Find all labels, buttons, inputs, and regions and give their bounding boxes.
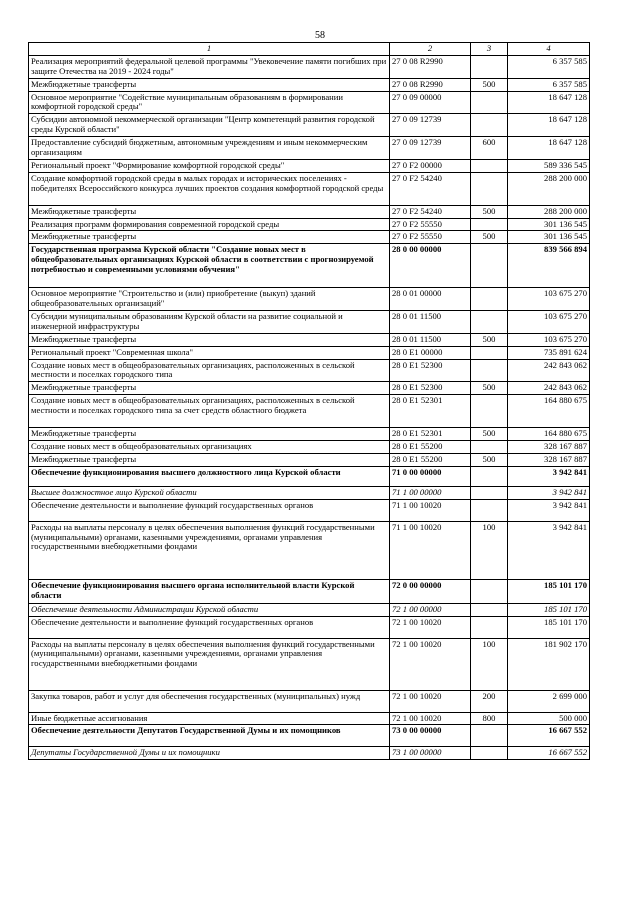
row-amount: 18 647 128 xyxy=(508,91,590,114)
table-row xyxy=(29,616,590,638)
table-row xyxy=(29,382,590,395)
row-amount: 839 566 894 xyxy=(508,244,590,288)
row-amount: 301 136 545 xyxy=(508,218,590,231)
row-code: 27 0 09 00000 xyxy=(390,91,471,114)
row-name: Региональный проект "Современная школа" xyxy=(29,346,390,359)
row-type: 600 xyxy=(471,137,508,160)
row-name: Межбюджетные трансферты xyxy=(29,428,390,441)
row-name: Государственная программа Курской области "Создание новых мест в общеобразовательных организациях Курской области в соответствии с прогнозируемой потребностью и современными условиями обучения" xyxy=(29,244,390,288)
row-name: Основное мероприятие "Строительство и (или) приобретение (выкуп) зданий общеобразовательных организаций" xyxy=(29,288,390,311)
row-name: Обеспечение функционирования высшего органа исполнительной власти Курской области xyxy=(29,579,390,603)
row-name: Расходы на выплаты персоналу в целях обеспечения выполнения функций государственными (муниципальными) органами, казенными учреждениями, органами управления государственными внебюджетными фондами xyxy=(29,521,390,579)
row-type xyxy=(471,359,508,382)
row-type xyxy=(471,244,508,288)
table-row xyxy=(29,690,590,712)
table-row xyxy=(29,486,590,499)
row-type xyxy=(471,441,508,454)
row-name: Иные бюджетные ассигнования xyxy=(29,712,390,725)
row-code: 72 1 00 10020 xyxy=(390,690,471,712)
row-type xyxy=(471,172,508,205)
row-name: Субсидии муниципальным образованиям Курской области на развитие социальной и инженерной инфраструктуры xyxy=(29,311,390,334)
row-type xyxy=(471,616,508,638)
row-name: Межбюджетные трансферты xyxy=(29,231,390,244)
table-row xyxy=(29,428,590,441)
row-amount: 288 200 000 xyxy=(508,205,590,218)
row-code: 27 0 09 12739 xyxy=(390,114,471,137)
row-code: 71 0 00 00000 xyxy=(390,466,471,486)
row-type: 500 xyxy=(471,453,508,466)
table-row xyxy=(29,638,590,690)
row-name: Обеспечение деятельности и выполнение функций государственных органов xyxy=(29,499,390,521)
row-code: 71 1 00 10020 xyxy=(390,521,471,579)
page-number: 58 xyxy=(315,30,325,41)
row-code: 28 0 01 11500 xyxy=(390,311,471,334)
table-row xyxy=(29,395,590,428)
table-row xyxy=(29,244,590,288)
row-type xyxy=(471,288,508,311)
row-type xyxy=(471,159,508,172)
header-col-2: 2 xyxy=(390,43,471,56)
row-type xyxy=(471,218,508,231)
row-type: 500 xyxy=(471,205,508,218)
row-amount: 164 880 675 xyxy=(508,428,590,441)
table-row xyxy=(29,78,590,91)
table-row xyxy=(29,311,590,334)
row-amount: 328 167 887 xyxy=(508,441,590,454)
row-code: 27 0 F2 00000 xyxy=(390,159,471,172)
row-code: 71 1 00 00000 xyxy=(390,486,471,499)
table-row xyxy=(29,114,590,137)
row-type xyxy=(471,725,508,747)
row-amount: 103 675 270 xyxy=(508,333,590,346)
row-type xyxy=(471,395,508,428)
table-header-row xyxy=(29,43,590,56)
row-code: 28 0 E1 52301 xyxy=(390,395,471,428)
row-code: 28 0 E1 52300 xyxy=(390,382,471,395)
table-row xyxy=(29,333,590,346)
table-row xyxy=(29,231,590,244)
row-name: Создание новых мест в общеобразовательных организациях, расположенных в сельской местности и поселках городского типа xyxy=(29,359,390,382)
row-amount: 3 942 841 xyxy=(508,486,590,499)
row-name: Предоставление субсидий бюджетным, автономным учреждениям и иным некоммерческим организациям xyxy=(29,137,390,160)
table-row xyxy=(29,205,590,218)
row-name: Обеспечение деятельности Администрации Курской области xyxy=(29,603,390,616)
row-name: Региональный проект "Формирование комфортной городской среды" xyxy=(29,159,390,172)
row-type xyxy=(471,346,508,359)
row-name: Обеспечение функционирования высшего должностного лица Курской области xyxy=(29,466,390,486)
row-type: 500 xyxy=(471,231,508,244)
row-amount: 185 101 170 xyxy=(508,603,590,616)
table-row xyxy=(29,172,590,205)
row-amount: 103 675 270 xyxy=(508,311,590,334)
row-name: Межбюджетные трансферты xyxy=(29,333,390,346)
row-amount: 2 699 000 xyxy=(508,690,590,712)
row-type xyxy=(471,466,508,486)
row-name: Межбюджетные трансферты xyxy=(29,78,390,91)
table-row xyxy=(29,346,590,359)
row-amount: 242 843 062 xyxy=(508,382,590,395)
row-type: 500 xyxy=(471,428,508,441)
row-code: 72 0 00 00000 xyxy=(390,579,471,603)
row-type: 800 xyxy=(471,712,508,725)
header-col-4: 4 xyxy=(508,43,590,56)
row-code: 72 1 00 10020 xyxy=(390,712,471,725)
row-code: 28 0 00 00000 xyxy=(390,244,471,288)
row-code: 27 0 08 R2990 xyxy=(390,55,471,78)
row-amount: 288 200 000 xyxy=(508,172,590,205)
row-name: Создание новых мест в общеобразовательных организациях xyxy=(29,441,390,454)
table-row xyxy=(29,359,590,382)
row-name: Расходы на выплаты персоналу в целях обеспечения выполнения функций государственными (муниципальными) органами, казенными учреждениями, органами управления государственными внебюджетными фондами xyxy=(29,638,390,690)
row-name: Создание комфортной городской среды в малых городах и исторических поселениях - победителях Всероссийского конкурса лучших проектов создания комфортной городской среды xyxy=(29,172,390,205)
table-row xyxy=(29,579,590,603)
row-amount: 735 891 624 xyxy=(508,346,590,359)
row-name: Субсидии автономной некоммерческой организации "Центр компетенций развития городской среды Курской области" xyxy=(29,114,390,137)
row-amount: 18 647 128 xyxy=(508,114,590,137)
table-row xyxy=(29,521,590,579)
row-name: Межбюджетные трансферты xyxy=(29,382,390,395)
row-amount: 181 902 170 xyxy=(508,638,590,690)
row-amount: 589 336 545 xyxy=(508,159,590,172)
row-amount: 16 667 552 xyxy=(508,747,590,760)
row-code: 72 1 00 00000 xyxy=(390,603,471,616)
row-amount: 3 942 841 xyxy=(508,466,590,486)
row-code: 28 0 E1 52301 xyxy=(390,428,471,441)
row-code: 72 1 00 10020 xyxy=(390,638,471,690)
row-name: Создание новых мест в общеобразовательных организациях, расположенных в сельской местности и поселках городского типа за счет средств областного бюджета xyxy=(29,395,390,428)
row-name: Реализация мероприятий федеральной целевой программы "Увековечение памяти погибших при защите Отечества на 2019 - 2024 годы" xyxy=(29,55,390,78)
row-amount: 328 167 887 xyxy=(508,453,590,466)
row-code: 28 0 E1 55200 xyxy=(390,453,471,466)
row-code: 73 1 00 00000 xyxy=(390,747,471,760)
row-name: Реализация программ формирования современной городской среды xyxy=(29,218,390,231)
row-type xyxy=(471,747,508,760)
row-name: Обеспечение деятельности и выполнение функций государственных органов xyxy=(29,616,390,638)
row-type: 100 xyxy=(471,521,508,579)
row-amount: 242 843 062 xyxy=(508,359,590,382)
row-type: 500 xyxy=(471,382,508,395)
row-amount: 3 942 841 xyxy=(508,521,590,579)
row-code: 73 0 00 00000 xyxy=(390,725,471,747)
row-code: 27 0 08 R2990 xyxy=(390,78,471,91)
table-row xyxy=(29,55,590,78)
row-type xyxy=(471,499,508,521)
row-type xyxy=(471,91,508,114)
table-row xyxy=(29,159,590,172)
row-type: 500 xyxy=(471,333,508,346)
row-type: 500 xyxy=(471,78,508,91)
row-code: 28 0 01 00000 xyxy=(390,288,471,311)
table-body xyxy=(29,55,590,759)
table-row xyxy=(29,466,590,486)
table-row xyxy=(29,747,590,760)
row-name: Межбюджетные трансферты xyxy=(29,205,390,218)
header-col-1: 1 xyxy=(29,43,390,56)
row-amount: 3 942 841 xyxy=(508,499,590,521)
row-code: 27 0 F2 54240 xyxy=(390,205,471,218)
row-name: Обеспечение деятельности Депутатов Государственной Думы и их помощников xyxy=(29,725,390,747)
row-amount: 185 101 170 xyxy=(508,616,590,638)
row-name: Межбюджетные трансферты xyxy=(29,453,390,466)
row-type xyxy=(471,55,508,78)
row-amount: 500 000 xyxy=(508,712,590,725)
row-amount: 6 357 585 xyxy=(508,55,590,78)
table-row xyxy=(29,218,590,231)
row-name: Закупка товаров, работ и услуг для обеспечения государственных (муниципальных) нужд xyxy=(29,690,390,712)
row-type: 200 xyxy=(471,690,508,712)
table-row xyxy=(29,603,590,616)
row-code: 27 0 F2 55550 xyxy=(390,218,471,231)
row-code: 27 0 09 12739 xyxy=(390,137,471,160)
row-code: 27 0 F2 54240 xyxy=(390,172,471,205)
table-row xyxy=(29,91,590,114)
row-name: Основное мероприятие "Содействие муниципальным образованиям в формировании комфортной городской среды" xyxy=(29,91,390,114)
row-name: Депутаты Государственной Думы и их помощники xyxy=(29,747,390,760)
row-amount: 185 101 170 xyxy=(508,579,590,603)
row-code: 71 1 00 10020 xyxy=(390,499,471,521)
row-type: 100 xyxy=(471,638,508,690)
row-type xyxy=(471,486,508,499)
row-amount: 301 136 545 xyxy=(508,231,590,244)
row-amount: 18 647 128 xyxy=(508,137,590,160)
row-amount: 6 357 585 xyxy=(508,78,590,91)
table-row xyxy=(29,137,590,160)
row-amount: 164 880 675 xyxy=(508,395,590,428)
row-code: 28 0 01 11500 xyxy=(390,333,471,346)
row-type xyxy=(471,311,508,334)
table-row xyxy=(29,499,590,521)
row-code: 28 0 E1 52300 xyxy=(390,359,471,382)
row-type xyxy=(471,579,508,603)
row-amount: 103 675 270 xyxy=(508,288,590,311)
row-code: 27 0 F2 55550 xyxy=(390,231,471,244)
row-code: 72 1 00 10020 xyxy=(390,616,471,638)
row-code: 28 0 E1 00000 xyxy=(390,346,471,359)
row-type xyxy=(471,114,508,137)
table-row xyxy=(29,725,590,747)
table-row xyxy=(29,288,590,311)
row-name: Высшее должностное лицо Курской области xyxy=(29,486,390,499)
table-row xyxy=(29,712,590,725)
row-code: 28 0 E1 55200 xyxy=(390,441,471,454)
row-type xyxy=(471,603,508,616)
header-col-3: 3 xyxy=(471,43,508,56)
budget-table xyxy=(28,42,590,760)
row-amount: 16 667 552 xyxy=(508,725,590,747)
table-row xyxy=(29,441,590,454)
table-row xyxy=(29,453,590,466)
